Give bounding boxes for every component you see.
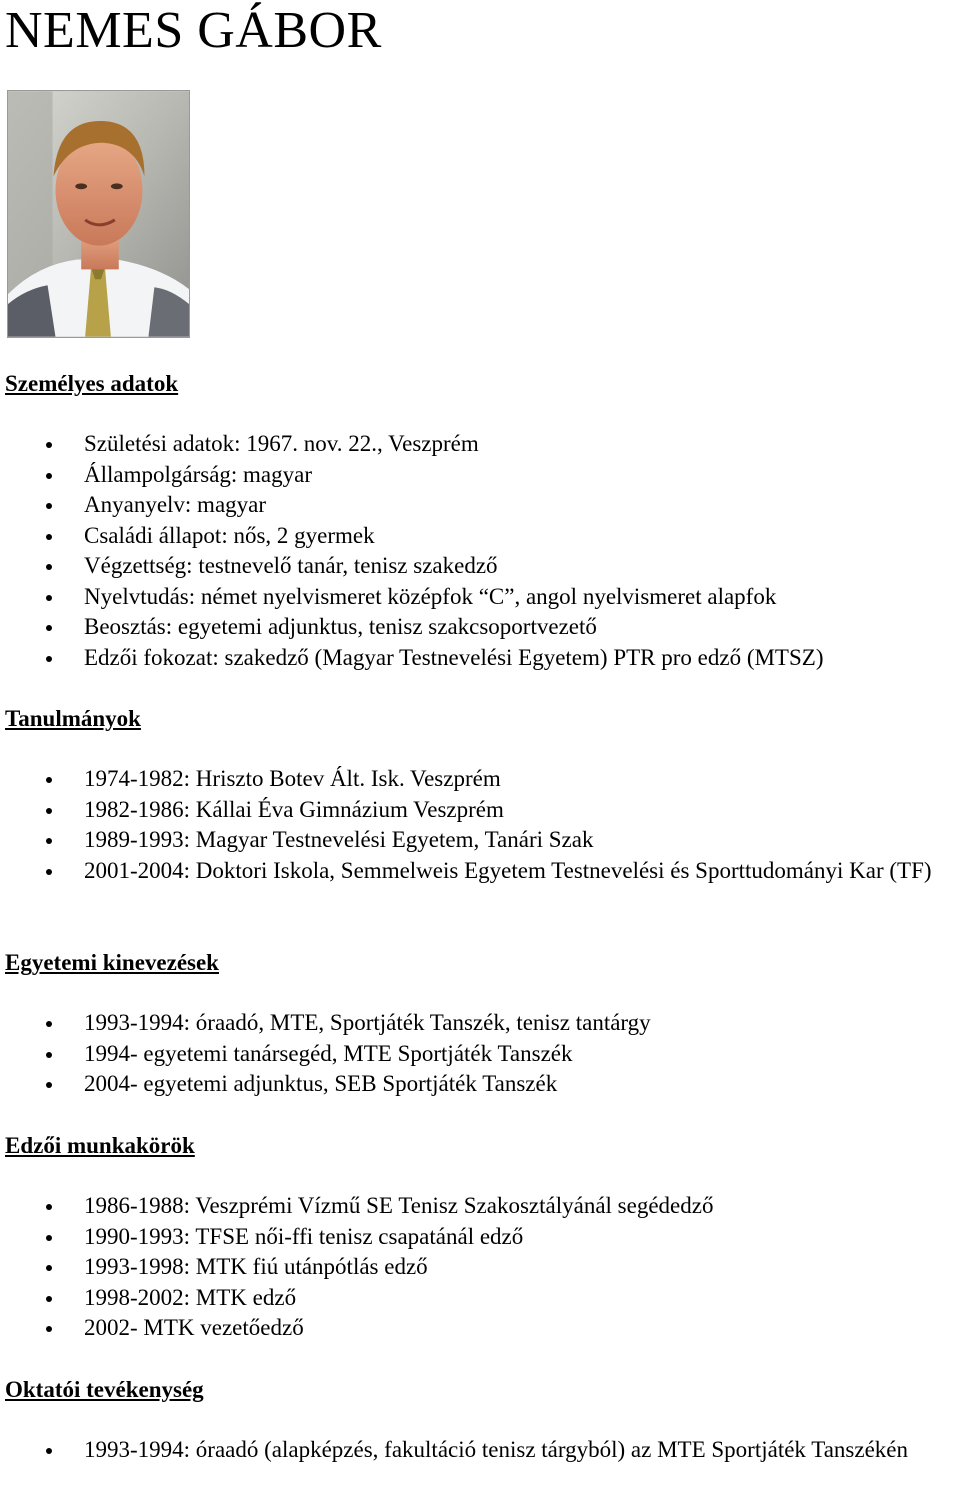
section-heading: Tanulmányok <box>5 706 141 731</box>
list-item: 1993-1994: óraadó (alapképzés, fakultáció tenisz tárgyból) az MTE Sportjáték Tanszékén <box>5 1435 960 1466</box>
item-list <box>5 1191 960 1344</box>
list-item: Beosztás: egyetemi adjunktus, tenisz szakcsoportvezető <box>5 612 960 643</box>
page-title: NEMES GÁBOR <box>5 2 382 59</box>
person-portrait-icon <box>8 91 189 337</box>
profile-photo <box>7 90 190 338</box>
item-list <box>5 1008 960 1100</box>
list-item: 1989-1993: Magyar Testnevelési Egyetem, Tanári Szak <box>5 825 960 856</box>
list-item: Állampolgárság: magyar <box>5 460 960 491</box>
list-item: 1993-1994: óraadó, MTE, Sportjáték Tanszék, tenisz tantárgy <box>5 1008 960 1039</box>
section-heading: Oktatói tevékenység <box>5 1377 204 1402</box>
item-list <box>5 429 960 673</box>
list-item: 1994- egyetemi tanársegéd, MTE Sportjáték Tanszék <box>5 1039 960 1070</box>
section-heading: Egyetemi kinevezések <box>5 950 219 975</box>
list-item: Edzői fokozat: szakedző (Magyar Testnevelési Egyetem) PTR pro edző (MTSZ) <box>5 643 960 674</box>
section-studies <box>5 704 960 886</box>
list-item: 1993-1998: MTK fiú utánpótlás edző <box>5 1252 960 1283</box>
list-item: 1986-1988: Veszprémi Vízmű SE Tenisz Szakosztályánál segédedző <box>5 1191 960 1222</box>
list-item: Nyelvtudás: német nyelvismeret középfok “C”, angol nyelvismeret alapfok <box>5 582 960 613</box>
item-list <box>5 764 960 886</box>
list-item: 1998-2002: MTK edző <box>5 1283 960 1314</box>
list-item: Végzettség: testnevelő tanár, tenisz szakedző <box>5 551 960 582</box>
list-item: Családi állapot: nős, 2 gyermek <box>5 521 960 552</box>
list-item: 1974-1982: Hriszto Botev Ált. Isk. Veszprém <box>5 764 960 795</box>
section-heading: Edzői munkakörök <box>5 1133 195 1158</box>
list-item: 2004- egyetemi adjunktus, SEB Sportjáték Tanszék <box>5 1069 960 1100</box>
list-item: Anyanyelv: magyar <box>5 490 960 521</box>
list-item: 2001-2004: Doktori Iskola, Semmelweis Egyetem Testnevelési és Sporttudományi Kar (TF) <box>5 856 960 887</box>
section-teaching-activity <box>5 1375 960 1466</box>
list-item: 2002- MTK vezetőedző <box>5 1313 960 1344</box>
item-list <box>5 1435 960 1466</box>
section-personal <box>5 369 960 673</box>
section-coaching-positions <box>5 1131 960 1344</box>
section-heading: Személyes adatok <box>5 371 179 396</box>
section-university-appointments <box>5 948 960 1100</box>
list-item: Születési adatok: 1967. nov. 22., Veszprém <box>5 429 960 460</box>
list-item: 1982-1986: Kállai Éva Gimnázium Veszprém <box>5 795 960 826</box>
list-item: 1990-1993: TFSE női-ffi tenisz csapatánál edző <box>5 1222 960 1253</box>
